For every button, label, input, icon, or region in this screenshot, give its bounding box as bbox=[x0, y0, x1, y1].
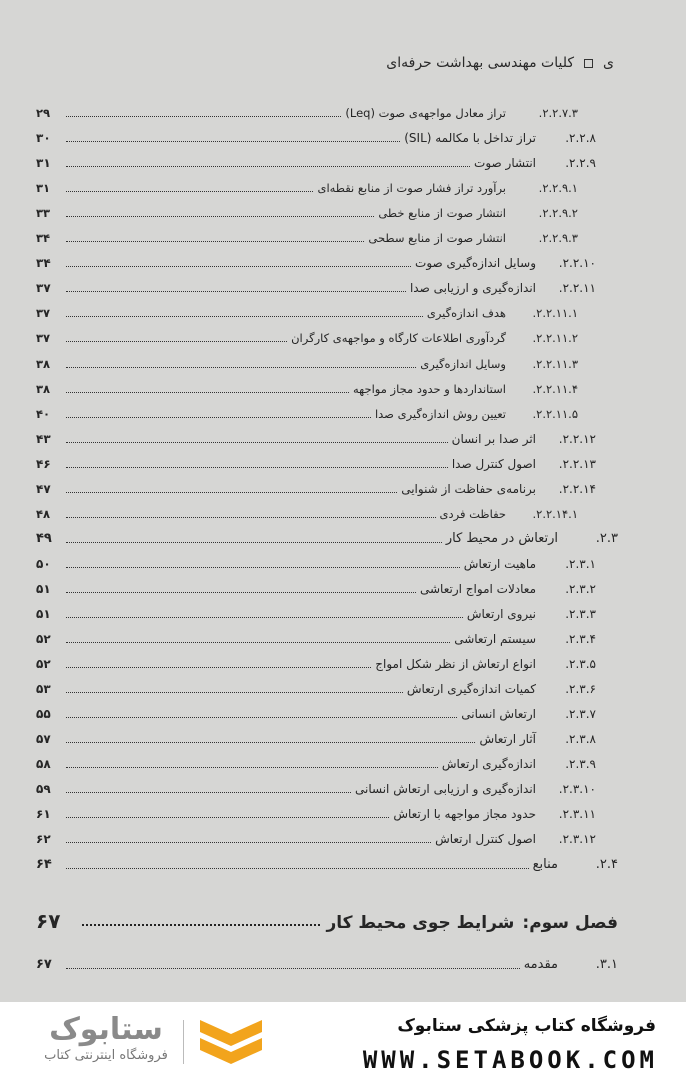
leader-dots bbox=[66, 367, 416, 368]
toc-entry bbox=[36, 248, 618, 272]
toc-entry-page: ۴۰ bbox=[36, 406, 51, 421]
toc-entry bbox=[36, 799, 618, 823]
store-logo-text bbox=[26, 1012, 186, 1070]
leader-dots bbox=[66, 968, 520, 969]
toc-entry-title: وسایل اندازه‌گیری صوت bbox=[415, 256, 536, 271]
toc-entry-number: ۲.۳.۳. bbox=[565, 607, 596, 621]
toc-entry-number: ۲.۳.۱۲. bbox=[558, 832, 596, 847]
toc-entry-page: ۶۲ bbox=[36, 832, 51, 847]
toc-entry-title: معادلات امواج ارتعاشی bbox=[420, 581, 536, 596]
toc-entry-title: آثار ارتعاش bbox=[479, 732, 536, 747]
leader-dots bbox=[66, 341, 287, 342]
leader-dots bbox=[82, 924, 320, 926]
toc-entry bbox=[36, 850, 618, 874]
toc-entry-page: ۶۱ bbox=[36, 807, 51, 822]
toc-entry-title: منابع bbox=[532, 856, 558, 872]
toc-entry-number: ۲.۲.۱۱.۴. bbox=[532, 381, 578, 396]
leader-dots bbox=[66, 417, 371, 418]
toc-entry-number: ۲.۳.۴. bbox=[565, 632, 596, 647]
toc-entry-title: اصول کنترل ارتعاش bbox=[435, 832, 536, 847]
page-letter: ی bbox=[603, 55, 614, 71]
leader-dots bbox=[66, 392, 349, 393]
leader-dots bbox=[66, 692, 403, 693]
leader-dots bbox=[66, 767, 438, 768]
toc-entry-page: ۳۸ bbox=[36, 381, 51, 396]
toc-entry-title: اندازه‌گیری ارتعاش bbox=[441, 757, 536, 772]
toc-entry-page: ۵۸ bbox=[36, 757, 51, 772]
leader-dots bbox=[66, 166, 470, 167]
toc-entry-title: ماهیت ارتعاش bbox=[463, 556, 536, 571]
toc-entry-page: ۳۳ bbox=[36, 206, 51, 221]
leader-dots bbox=[66, 492, 397, 493]
leader-dots bbox=[66, 817, 389, 818]
book-title: کلیات مهندسی بهداشت حرفه‌ای bbox=[386, 55, 575, 71]
leader-dots bbox=[66, 717, 457, 718]
toc-entry-title: ارتعاش در محیط کار bbox=[445, 530, 558, 546]
toc-entry-page: ۴۶ bbox=[36, 456, 51, 471]
toc-entry-title: ارتعاش انسانی bbox=[461, 707, 536, 722]
toc-entry-page: ۶۷ bbox=[36, 957, 52, 972]
toc-entry bbox=[36, 724, 618, 748]
toc-entry-title: اندازه‌گیری و ارزیابی صدا bbox=[409, 281, 536, 296]
toc-entry-page: ۵۵ bbox=[36, 707, 51, 722]
toc-entry bbox=[36, 223, 618, 247]
toc-entry-title: برنامه‌ی حفاظت از شنوایی bbox=[401, 481, 536, 496]
toc-entry-number: ۲.۲.۷.۳. bbox=[538, 106, 578, 120]
leader-dots bbox=[66, 517, 436, 518]
leader-dots bbox=[66, 442, 448, 443]
toc-entry-title: حدود مجاز مواجهه با ارتعاش bbox=[393, 807, 536, 822]
toc-entry-title: انواع ارتعاش از نظر شکل امواج bbox=[375, 657, 536, 672]
toc-entry bbox=[36, 198, 618, 222]
toc-entry-page: ۳۴ bbox=[36, 231, 51, 246]
toc-entry-number: ۲.۲.۹.۳. bbox=[538, 231, 578, 246]
toc-entry bbox=[36, 323, 618, 347]
chapter-label: فصل سوم: bbox=[522, 913, 618, 933]
leader-dots bbox=[66, 141, 400, 142]
toc-entry-number: ۲.۳.۱. bbox=[565, 556, 596, 571]
toc-entry-number: ۲.۲.۱۱.۵. bbox=[532, 406, 578, 421]
toc-entry-number: ۲.۳.۸. bbox=[565, 732, 596, 747]
toc-entry bbox=[36, 649, 618, 673]
toc-entry-title: اصول کنترل صدا bbox=[451, 456, 536, 471]
toc-entry-number: ۲.۲.۱۴. bbox=[558, 481, 596, 496]
toc-entry-number: ۲.۳.۱۰. bbox=[558, 782, 596, 797]
leader-dots bbox=[66, 792, 351, 793]
toc-entry-page: ۵۱ bbox=[36, 581, 51, 596]
leader-dots bbox=[66, 842, 431, 843]
toc-entry-page: ۴۹ bbox=[36, 530, 52, 546]
store-name: فروشگاه کتاب پزشکی ستابوک bbox=[397, 1016, 656, 1036]
toc-entry bbox=[36, 950, 618, 974]
toc-entry-page: ۴۸ bbox=[36, 506, 51, 521]
toc-entry-number: ۲.۳. bbox=[595, 530, 618, 546]
toc-entry-title: انتشار صوت از منابع سطحی bbox=[368, 231, 506, 246]
leader-dots bbox=[66, 467, 448, 468]
toc-entry-number: ۲.۲.۱۱. bbox=[558, 281, 596, 296]
leader-dots bbox=[66, 316, 423, 317]
toc-entry-page: ۵۰ bbox=[36, 556, 51, 571]
toc-entry-page: ۴۳ bbox=[36, 431, 51, 446]
toc-entry bbox=[36, 674, 618, 698]
toc-entry-page: ۳۴ bbox=[36, 256, 51, 271]
toc-entry-number: ۲.۳.۹. bbox=[565, 757, 596, 772]
toc-entry-page: ۳۱ bbox=[36, 156, 51, 171]
toc-entry bbox=[36, 298, 618, 322]
chapter-title: شرایط جوی محیط کار bbox=[326, 913, 515, 933]
leader-dots bbox=[66, 667, 371, 668]
leader-dots bbox=[66, 567, 460, 568]
toc-entry-page: ۵۷ bbox=[36, 732, 51, 747]
logo-subtitle: فروشگاه اینترنتی کتاب bbox=[44, 1048, 168, 1063]
toc-entry-number: ۲.۲.۱۱.۱. bbox=[532, 306, 578, 321]
toc-entry-number: ۲.۲.۱۴.۱. bbox=[532, 506, 578, 521]
toc-entry-number: ۲.۳.۲. bbox=[565, 581, 596, 596]
toc-entry-title: برآورد تراز فشار صوت از منابع نقطه‌ای bbox=[317, 181, 506, 196]
toc-entry-page: ۳۷ bbox=[36, 331, 51, 346]
toc-entry-number: ۲.۲.۹.۱. bbox=[538, 181, 578, 196]
toc-entry bbox=[36, 273, 618, 297]
toc-entry-page: ۳۷ bbox=[36, 281, 51, 296]
toc-entry-number: ۲.۲.۱۲. bbox=[558, 431, 596, 446]
logo-divider bbox=[183, 1020, 184, 1064]
toc-entry-number: ۳.۱. bbox=[595, 957, 618, 972]
toc-entry-number: ۲.۳.۶. bbox=[565, 682, 596, 697]
toc-entry-page: ۶۴ bbox=[36, 856, 52, 872]
toc-entry-number: ۲.۲.۹.۲. bbox=[538, 206, 578, 221]
toc-entry-number: ۲.۳.۷. bbox=[565, 707, 596, 722]
leader-dots bbox=[66, 216, 374, 217]
toc-entry-number: ۲.۴. bbox=[595, 856, 618, 872]
toc-entry bbox=[36, 374, 618, 398]
toc-entry-title: حفاظت فردی bbox=[439, 506, 506, 521]
toc-entry-page: ۴۷ bbox=[36, 481, 51, 496]
toc-entry bbox=[36, 349, 618, 373]
toc-entry bbox=[36, 624, 618, 648]
toc-entry-title: اندازه‌گیری و ارزیابی ارتعاش انسانی bbox=[355, 782, 536, 797]
toc-entry bbox=[36, 173, 618, 197]
toc-entry bbox=[36, 399, 618, 423]
toc-entry-title: انتشار صوت از منابع خطی bbox=[378, 206, 506, 221]
toc-entry-page: ۵۹ bbox=[36, 782, 51, 797]
leader-dots bbox=[66, 592, 416, 593]
toc-entry-title: اثر صدا بر انسان bbox=[451, 431, 536, 446]
toc-entry-title: گردآوری اطلاعات کارگاه و مواجهه‌ی کارگران bbox=[291, 331, 506, 346]
leader-dots bbox=[66, 266, 411, 267]
toc-entry-title: سیستم ارتعاشی bbox=[454, 632, 536, 647]
leader-dots bbox=[66, 116, 341, 117]
leader-dots bbox=[66, 642, 450, 643]
toc-entry bbox=[36, 549, 618, 573]
toc-entry-number: ۲.۳.۱۱. bbox=[558, 807, 596, 822]
toc-entry-title: مقدمه bbox=[523, 957, 558, 972]
toc-entry-number: ۲.۲.۱۳. bbox=[558, 456, 596, 471]
toc-entry-number: ۲.۲.۱۱.۳. bbox=[532, 356, 578, 371]
store-banner bbox=[0, 1002, 686, 1080]
toc-entry-title: هدف اندازه‌گیری bbox=[426, 306, 506, 321]
book-chevron-logo-icon bbox=[196, 1014, 266, 1070]
toc-entry-page: ۳۰ bbox=[36, 131, 51, 146]
leader-dots bbox=[66, 241, 364, 242]
toc-entry-page: ۵۱ bbox=[36, 607, 51, 621]
toc-entry bbox=[36, 499, 618, 523]
store-url: WWW.SETABOOK.COM bbox=[362, 1046, 658, 1074]
toc-entry-number: ۲.۲.۹. bbox=[565, 156, 596, 171]
toc-entry bbox=[36, 749, 618, 773]
leader-dots bbox=[66, 617, 463, 618]
toc-entry-page: ۲۹ bbox=[36, 106, 51, 120]
toc-entry bbox=[36, 574, 618, 598]
toc-entry-page: ۳۸ bbox=[36, 356, 51, 371]
leader-dots bbox=[66, 868, 529, 869]
toc-entry-number: ۲.۳.۵. bbox=[565, 657, 596, 672]
toc-entry-title: تعیین روش اندازه‌گیری صدا bbox=[374, 406, 506, 421]
chapter-heading bbox=[36, 899, 618, 933]
leader-dots bbox=[66, 542, 442, 543]
toc-entry bbox=[36, 699, 618, 723]
chapter-page-number: ۶۷ bbox=[36, 909, 61, 933]
toc-entry-title: استانداردها و حدود مجاز مواجهه bbox=[353, 381, 506, 396]
toc-entry-title: وسایل اندازه‌گیری bbox=[420, 356, 506, 371]
toc-entry-page: ۳۱ bbox=[36, 181, 51, 196]
toc-entry bbox=[36, 123, 618, 147]
toc-entry bbox=[36, 824, 618, 848]
toc-entry-page: ۵۲ bbox=[36, 657, 51, 672]
toc-entry bbox=[36, 98, 618, 122]
toc-entry-page: ۵۳ bbox=[36, 682, 51, 697]
toc-entry-number: ۲.۲.۱۱.۲. bbox=[532, 331, 578, 346]
toc-entry bbox=[36, 474, 618, 498]
toc-entry-number: ۲.۲.۱۰. bbox=[558, 256, 596, 271]
toc-entry bbox=[36, 148, 618, 172]
toc-entry-title: نیروی ارتعاش bbox=[466, 607, 536, 621]
toc-entry-title: تراز معادل مواجهه‌ی صوت (Leq) bbox=[345, 106, 506, 120]
toc-entry-title: تراز تداخل با مکالمه (SIL) bbox=[404, 131, 536, 146]
leader-dots bbox=[66, 191, 313, 192]
toc-entry-number: ۲.۲.۸. bbox=[565, 131, 596, 146]
toc-entry bbox=[36, 774, 618, 798]
leader-dots bbox=[66, 742, 475, 743]
logo-word: ستابوک bbox=[49, 1012, 163, 1047]
toc-entry-title: انتشار صوت bbox=[474, 156, 536, 171]
toc-entry-title: کمیات اندازه‌گیری ارتعاش bbox=[406, 682, 536, 697]
toc-entry bbox=[36, 424, 618, 448]
toc-entry bbox=[36, 449, 618, 473]
toc-entry-page: ۳۷ bbox=[36, 306, 51, 321]
toc-entry-page: ۵۲ bbox=[36, 632, 51, 647]
toc-entry bbox=[36, 524, 618, 548]
toc-entry bbox=[36, 599, 618, 623]
leader-dots bbox=[66, 291, 406, 292]
